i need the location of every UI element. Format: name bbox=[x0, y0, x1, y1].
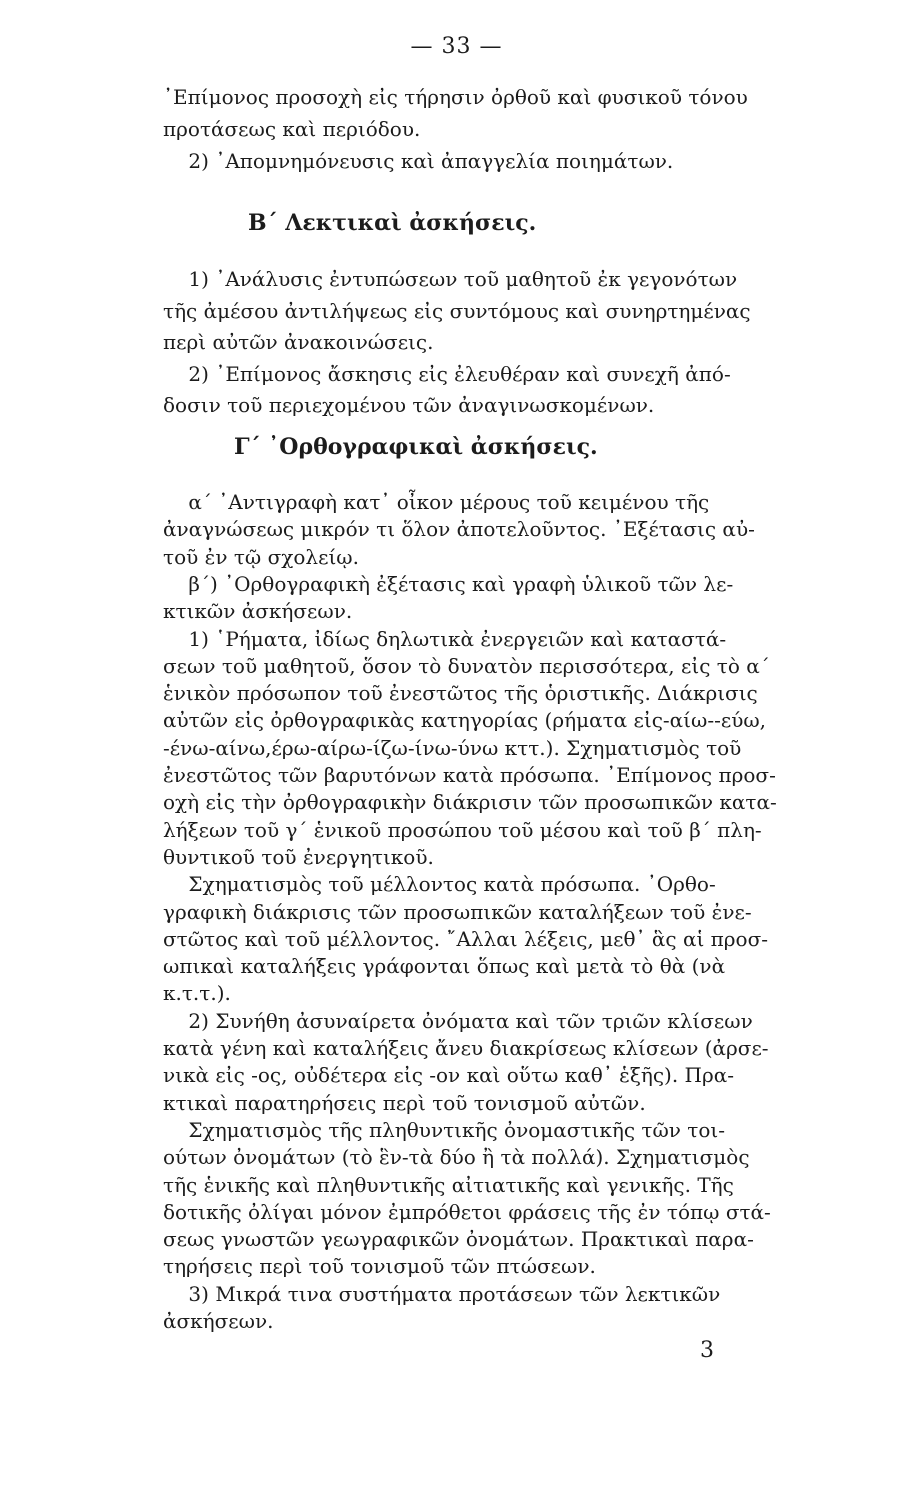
text-line: α΄ ᾿Αντιγραφὴ κατ᾿ οἶκον μέρους τοῦ κειμένου τῆς bbox=[163, 490, 710, 514]
text-line: λήξεων τοῦ γ΄ ἑνικοῦ προσώπου τοῦ μέσου καὶ τοῦ β΄ πλη- bbox=[163, 817, 762, 842]
text-line: 1) ᾿Ανάλυσις ἐντυπώσεων τοῦ μαθητοῦ ἐκ γεγονότων bbox=[163, 267, 738, 291]
page-number: — 33 — bbox=[410, 34, 503, 59]
signature-mark: 3 bbox=[700, 1338, 714, 1363]
text-line: 3) Μικρά τινα συστήματα προτάσεων τῶν λεκτικῶν bbox=[163, 1281, 721, 1306]
text-line: κτικαὶ παρατηρήσεις περὶ τοῦ τονισμοῦ αὐτῶν. bbox=[163, 1090, 646, 1115]
text-line: ἀναγνώσεως μικρόν τι ὅλον ἀποτελοῦντος. ᾿Εξέτασις αὐ- bbox=[163, 517, 755, 542]
text-line: κτικῶν ἀσκήσεων. bbox=[163, 599, 353, 624]
text-line: προτάσεως καὶ περιόδου. bbox=[163, 117, 421, 141]
text-line: ἀσκήσεων. bbox=[163, 1309, 274, 1333]
text-line: σεως γνωστῶν γεωγραφικῶν ὀνομάτων. Πρακτικαὶ παρα- bbox=[163, 1227, 754, 1252]
text-line: στῶτος καὶ τοῦ μέλλοντος. ῎Αλλαι λέξεις, μεθ᾿ ἃς αἱ προσ- bbox=[163, 926, 768, 951]
text-line: περὶ αὐτῶν ἀνακοινώσεις. bbox=[163, 330, 434, 354]
text-line: τῆς ἀμέσου ἀντιλήψεως εἰς συντόμους καὶ συνηρτημένας bbox=[163, 298, 751, 323]
text-line: ούτων ὀνομάτων (τὸ ἓν-τὰ δύο ἢ τὰ πολλά). Σχηματισμὸς bbox=[163, 1145, 750, 1170]
heading-lexical-exercises: Β΄ Λεκτικαὶ ἀσκήσεις. bbox=[248, 210, 537, 236]
text-line: αὐτῶν εἰς ὀρθογραφικὰς κατηγορίας (ρήματα εἰς-αίω--εύω, bbox=[163, 708, 767, 733]
text-line: οχὴ εἰς τὴν ὀρθογραφικὴν διάκρισιν τῶν προσωπικῶν κατα- bbox=[163, 790, 777, 815]
text-line: -ένω-αίνω,έρω-αίρω-ίζω-ίνω-ύνω κττ.). Σχηματισμὸς τοῦ bbox=[163, 735, 742, 760]
text-line: 2) Συνήθη ἀσυναίρετα ὀνόματα καὶ τῶν τριῶν κλίσεων bbox=[163, 1008, 753, 1033]
text-line: κατὰ γένη καὶ καταλήξεις ἄνευ διακρίσεως κλίσεων (ἀρσε- bbox=[163, 1036, 769, 1060]
text-line: νικὰ εἰς -ος, οὐδέτερα εἰς -ον καὶ οὕτω καθ᾿ ἑξῆς). Πρα- bbox=[163, 1063, 735, 1088]
text-line: 2) ᾿Επίμονος ἄσκησις εἰς ἐλευθέραν καὶ συνεχῆ ἀπό- bbox=[163, 361, 731, 386]
heading-orthographic-exercises: Γ΄ ᾿Ορθογραφικαὶ ἀσκήσεις. bbox=[234, 434, 598, 460]
text-line: 1) ῾Ρήματα, ἰδίως δηλωτικὰ ἐνεργειῶν καὶ καταστά- bbox=[163, 626, 727, 651]
text-line: β΄) ᾿Ορθογραφικὴ ἐξέτασις καὶ γραφὴ ὑλικοῦ τῶν λε- bbox=[163, 571, 734, 596]
text-line: δοσιν τοῦ περιεχομένου τῶν ἀναγινωσκομένων. bbox=[163, 393, 655, 417]
text-line: γραφικὴ διάκρισις τῶν προσωπικῶν καταλήξεων τοῦ ἐνε- bbox=[163, 899, 752, 924]
text-line: 2) ᾿Απομνημόνευσις καὶ ἀπαγγελία ποιημάτων. bbox=[163, 149, 674, 173]
text-line: Σχηματισμὸς τῆς πληθυντικῆς ὀνομαστικῆς τῶν τοι- bbox=[163, 1117, 725, 1142]
text-line: θυντικοῦ τοῦ ἐνεργητικοῦ. bbox=[163, 844, 434, 869]
text-line: τηρήσεις περὶ τοῦ τονισμοῦ τῶν πτώσεων. bbox=[163, 1254, 596, 1279]
text-line: δοτικῆς ὀλίγαι μόνον ἐμπρόθετοι φράσεις τῆς ἐν τόπῳ στά- bbox=[163, 1199, 771, 1224]
text-line: ἑνικὸν πρόσωπον τοῦ ἐνεστῶτος τῆς ὁριστικῆς. Διάκρισις bbox=[163, 681, 758, 706]
text-line: τοῦ ἐν τῷ σχολείῳ. bbox=[163, 544, 359, 569]
text-line: σεων τοῦ μαθητοῦ, ὅσον τὸ δυνατὸν περισσότερα, εἰς τὸ α΄ bbox=[163, 653, 770, 678]
text-line: Σχηματισμὸς τοῦ μέλλοντος κατὰ πρόσωπα. ᾿Ορθο- bbox=[163, 872, 716, 897]
text-line: ωπικαὶ καταλήξεις γράφονται ὅπως καὶ μετὰ τὸ θὰ (νὰ bbox=[163, 954, 726, 979]
text-line: κ.τ.τ.). bbox=[163, 981, 231, 1006]
text-line: ἐνεστῶτος τῶν βαρυτόνων κατὰ πρόσωπα. ᾿Επίμονος προσ- bbox=[163, 763, 776, 787]
text-line: ᾿Επίμονος προσοχὴ εἰς τήρησιν ὀρθοῦ καὶ φυσικοῦ τόνου bbox=[163, 85, 748, 109]
text-line: τῆς ἑνικῆς καὶ πληθυντικῆς αἰτιατικῆς καὶ γενικῆς. Τῆς bbox=[163, 1172, 734, 1197]
